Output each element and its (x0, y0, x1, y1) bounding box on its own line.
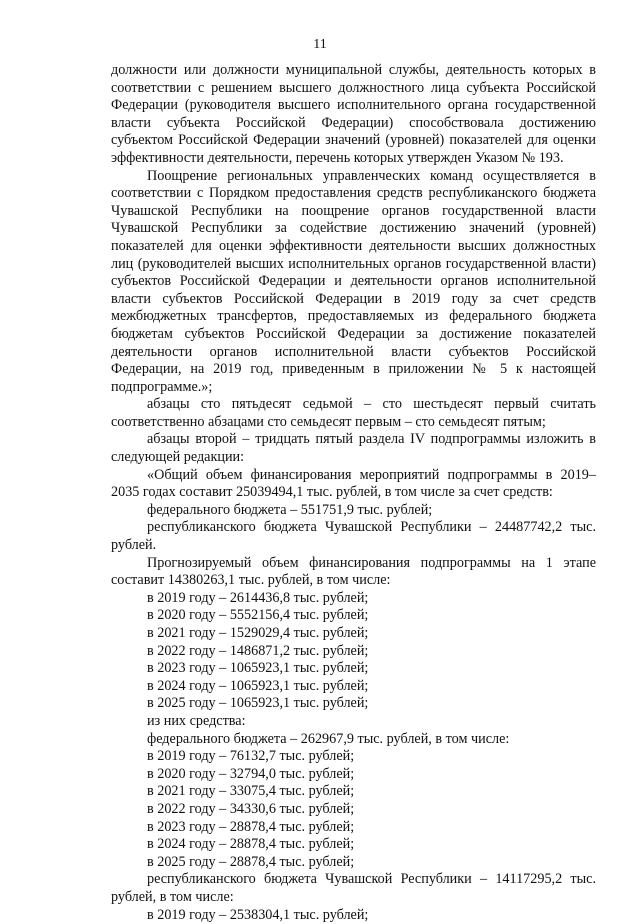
federal-year-line: в 2020 году – 32794,0 тыс. рублей; (111, 766, 596, 784)
year-line: в 2019 году – 2614436,8 тыс. рублей; (111, 590, 596, 608)
federal-total-line: федерального бюджета – 551751,9 тыс. рублей; (111, 502, 596, 520)
page-number: 11 (0, 36, 640, 54)
federal-year-line: в 2024 году – 28878,4 тыс. рублей; (111, 836, 596, 854)
paragraph-total-funding: «Общий объем финансирования мероприятий подпрограммы в 2019–2035 годах составит 25039494,1 тыс. рублей, в том числе за счет средств: (111, 467, 596, 502)
paragraph-renumber: абзацы сто пятьдесят седьмой – сто шестьдесят первый считать соответственно абзацами сто семьдесят первым – сто семьдесят пятым; (111, 396, 596, 431)
federal-year-line: в 2021 году – 33075,4 тыс. рублей; (111, 783, 596, 801)
paragraph-continuation: должности или должности муниципальной службы, деятельность которых в соответствии с решением высшего должностного лица субъекта Российской Федерации (руководителя высшего исполнительного органа государственной власти субъекта Российской Федерации) способствовала достижению субъектом Российской Федерации значений (уровней) показателей для оценки эффективности деятельности, перечень которых утвержден Указом № 193. (111, 62, 596, 168)
federal-year-line: в 2019 году – 76132,7 тыс. рублей; (111, 748, 596, 766)
sources-heading: из них средства: (111, 713, 596, 731)
year-line: в 2025 году – 1065923,1 тыс. рублей; (111, 695, 596, 713)
paragraph-amend: абзацы второй – тридцать пятый раздела IV подпрограммы изложить в следующей редакции: (111, 431, 596, 466)
year-line: в 2024 году – 1065923,1 тыс. рублей; (111, 678, 596, 696)
year-line: в 2023 году – 1065923,1 тыс. рублей; (111, 660, 596, 678)
year-line: в 2021 году – 1529029,4 тыс. рублей; (111, 625, 596, 643)
document-body (111, 62, 596, 924)
republic-year-line: в 2019 году – 2538304,1 тыс. рублей; (111, 907, 596, 924)
republic-total-paragraph: республиканского бюджета Чувашской Республики – 24487742,2 тыс. рублей. (111, 519, 596, 554)
federal-year-line: в 2022 году – 34330,6 тыс. рублей; (111, 801, 596, 819)
federal-year-line: в 2023 году – 28878,4 тыс. рублей; (111, 819, 596, 837)
stage1-funding-paragraph: Прогнозируемый объем финансирования подпрограммы на 1 этапе составит 14380263,1 тыс. рублей, в том числе: (111, 555, 596, 590)
federal-heading: федерального бюджета – 262967,9 тыс. рублей, в том числе: (111, 731, 596, 749)
year-line: в 2022 году – 1486871,2 тыс. рублей; (111, 643, 596, 661)
republic-heading: республиканского бюджета Чувашской Республики – 14117295,2 тыс. рублей, в том числе: (111, 871, 596, 906)
paragraph-incentive: Поощрение региональных управленческих команд осуществляется в соответствии с Порядком предоставления средств республиканского бюджета Чувашской Республики на поощрение органов государственной власти Чувашской Республики за содействие достижению значений (уровней) показателей для оценки эффективности деятельности высших должностных лиц (руководителей высших исполнительных органов государственной власти) субъектов Российской Федерации и деятельности органов исполнительной власти субъектов Российской Федерации в 2019 году за счет средств межбюджетных трансфертов, предоставляемых из федерального бюджета бюджетам субъектов Российской Федерации за достижение показателей деятельности органов исполнительной власти субъектов Российской Федерации, на 2019 год, приведенным в приложении № 5 к настоящей подпрограмме.»; (111, 168, 596, 397)
year-line: в 2020 году – 5552156,4 тыс. рублей; (111, 607, 596, 625)
federal-year-line: в 2025 году – 28878,4 тыс. рублей; (111, 854, 596, 872)
